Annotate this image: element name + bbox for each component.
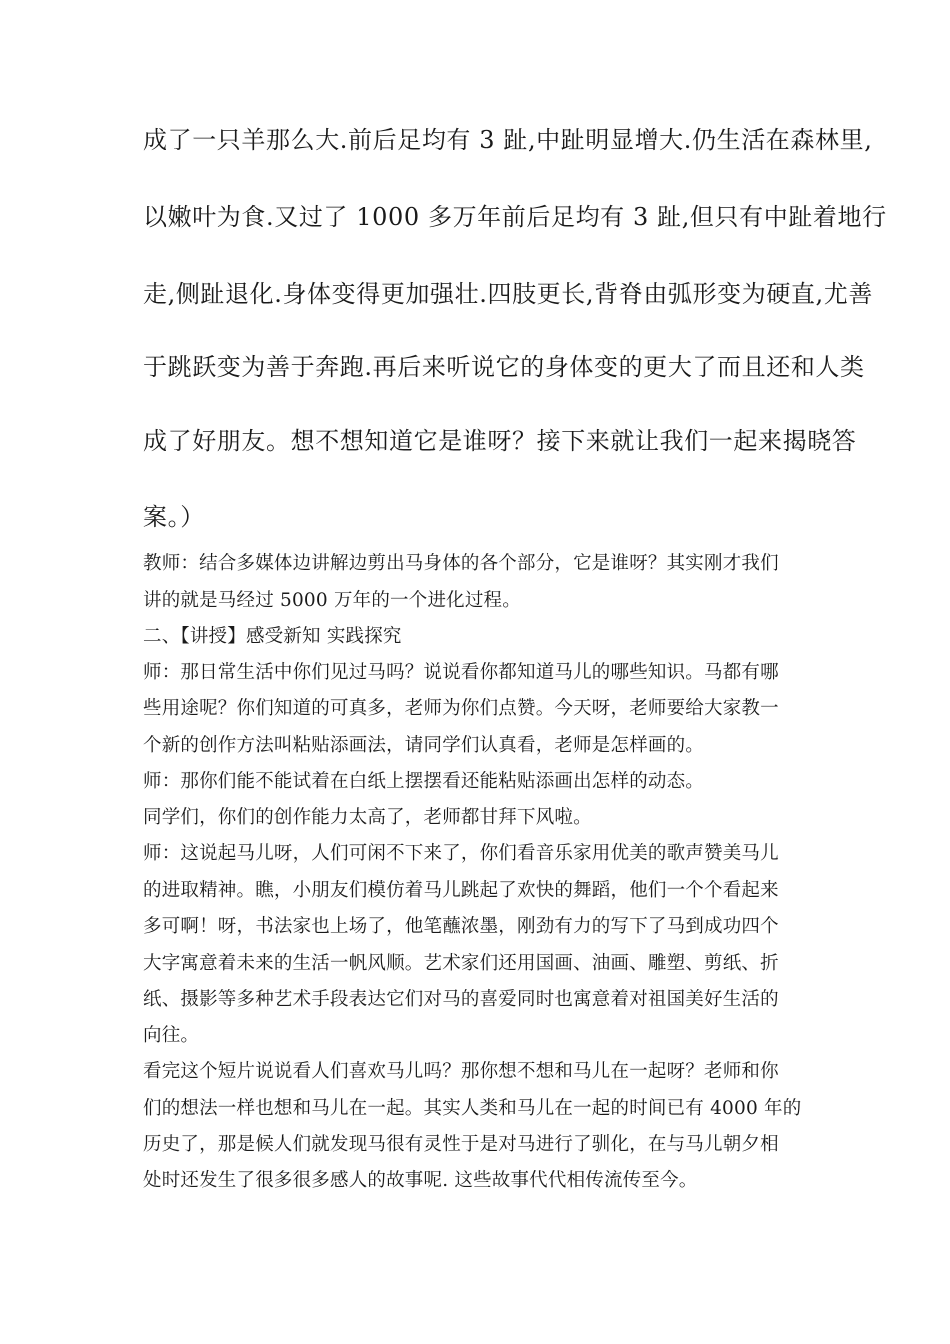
paragraph-line: 向往。 [143, 1025, 200, 1046]
paragraph-line: 师：这说起马儿呀，人们可闲不下来了，你们看音乐家用优美的歌声赞美马儿 [143, 843, 779, 864]
paragraph-line: 教师：结合多媒体边讲解边剪出马身体的各个部分，它是谁呀？其实刚才我们 [143, 553, 779, 574]
paragraph-line: 纸、摄影等多种艺术手段表达它们对马的喜爱同时也寓意着对祖国美好生活的 [143, 989, 779, 1010]
paragraph-line: 的进取精神。瞧，小朋友们模仿着马儿跳起了欢快的舞蹈，他们一个个看起来 [143, 880, 779, 901]
paragraph-line: 个新的创作方法叫粘贴添画法，请同学们认真看，老师是怎样画的。 [143, 735, 705, 756]
paragraph-line: 师：那你们能不能试着在白纸上摆摆看还能粘贴添画出怎样的动态。 [143, 771, 705, 792]
paragraph-line: 走,侧趾退化.身体变得更加强壮.四肢更长,背脊由弧形变为硬直,尤善 [143, 280, 873, 308]
paragraph-line: 多可啊！呀，书法家也上场了，他笔蘸浓墨，刚劲有力的写下了马到成功四个 [143, 916, 779, 937]
paragraph-line: 讲的就是马经过 5000 万年的一个进化过程。 [143, 590, 521, 611]
paragraph-line: 成了好朋友。想不想知道它是谁呀？接下来就让我们一起来揭晓答 [143, 427, 857, 455]
paragraph-line: 以嫩叶为食.又过了 1000 多万年前后足均有 3 趾,但只有中趾着地行 [143, 203, 887, 231]
paragraph-line: 同学们，你们的创作能力太高了，老师都甘拜下风啦。 [143, 807, 592, 828]
paragraph-line: 成了一只羊那么大.前后足均有 3 趾,中趾明显增大.仍生活在森林里, [143, 126, 873, 154]
paragraph-line: 师：那日常生活中你们见过马吗？说说看你都知道马儿的哪些知识。马都有哪 [143, 662, 779, 683]
paragraph-line: 看完这个短片说说看人们喜欢马儿吗？那你想不想和马儿在一起呀？老师和你 [143, 1061, 779, 1082]
paragraph-line: 些用途呢？你们知道的可真多，老师为你们点赞。今天呀，老师要给大家教一 [143, 698, 779, 719]
paragraph-line: 们的想法一样也想和马儿在一起。其实人类和马儿在一起的时间已有 4000 年的 [143, 1098, 802, 1119]
paragraph-line: 案。） [143, 503, 205, 531]
paragraph-line: 大字寓意着未来的生活一帆风顺。艺术家们还用国画、油画、雕塑、剪纸、折 [143, 953, 779, 974]
paragraph-line: 处时还发生了很多很多感人的故事呢. 这些故事代代相传流传至今。 [143, 1170, 698, 1191]
paragraph-line: 于跳跃变为善于奔跑.再后来听说它的身体变的更大了而且还和人类 [143, 353, 865, 381]
paragraph-line: 历史了，那是候人们就发现马很有灵性于是对马进行了驯化，在与马儿朝夕相 [143, 1134, 779, 1155]
section-heading: 二、【讲授】感受新知 实践探究 [143, 626, 402, 647]
